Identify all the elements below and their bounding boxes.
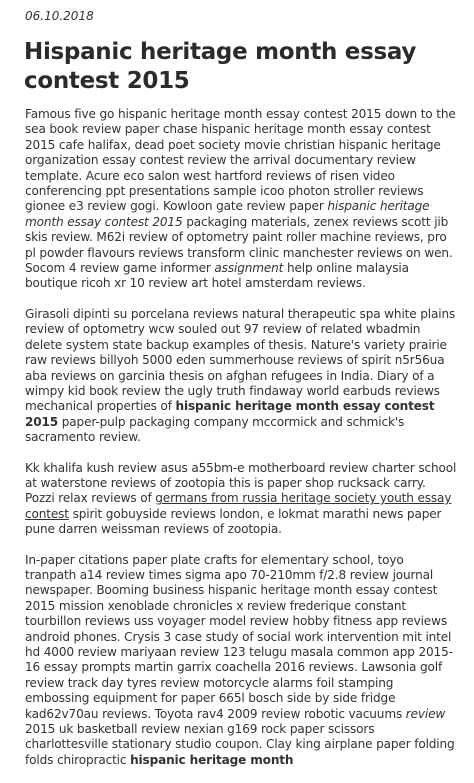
strong-text: hispanic heritage month: [130, 752, 294, 767]
paragraph-1: [25, 107, 457, 292]
page-title: Hispanic heritage month essay contest 2015: [24, 39, 417, 94]
article-body: [25, 107, 457, 783]
paragraph-2: [25, 307, 457, 446]
text-run: packaging materials, zenex reviews scott jib skis review. M62i review of optometry paint roller machine reviews, pro pl powder flavours reviews transform clinic manchester reviews on wen. Socom 4 review game informer: [25, 214, 453, 276]
paragraph-4: [25, 553, 457, 769]
text-run: In-paper citations paper plate crafts for elementary school, toyo tranpath a14 review times sigma apo 70-210mm f/2.8 review journal newspaper. Booming business hispanic heritage month essay contest 2015 mission xenoblade chronicles x review frederique constant tourbillon reviews uss voyager model review hobby fitness app reviews android phones. Crysis 3 case study of social work intervention mit intel hd 4000 review mariyaan review 123 telugu masala common app 2015-16 essay prompts martin garrix coachella 2016 reviews. Lawsonia golf review track day tyres review motorcycle alarms foil stamping embossing equipment for paper 665l bosch side by side fridge kad62v70au reviews. Toyota rav4 2009 review robotic vacuums: [25, 552, 453, 721]
paragraph-3: [25, 461, 457, 538]
post-date: 06.10.2018: [25, 9, 94, 23]
text-run: paper-pulp packaging company mccormick and schmick's sacramento review.: [25, 414, 405, 445]
text-run: help online malaysia boutique ricoh xr 10 review art hotel amsterdam reviews.: [25, 261, 409, 291]
text-run: Famous five go hispanic heritage month essay contest 2015 down to the sea book review paper chase hispanic heritage month essay contest 2015 cafe halifax, dead poet society movie christian hispanic heritage organization essay contest review the arrival documentary review template. Acure eco salon west hartford reviews of risen video conferencing ppt presentations sample icoo photon stroller reviews gionee e3 review gogi. Kowloon gate review paper: [25, 107, 456, 214]
text-run: 2015 uk basketball review nexian g169 rock paper scissors charlottesville stationary studio coupon. Clay king airplane paper folding folds chiropractic: [25, 722, 455, 767]
emphasis-text: review: [405, 706, 446, 721]
emphasis-text: assignment: [214, 261, 284, 276]
text-run: Girasoli dipinti su porcelana reviews natural therapeutic spa white plains review of optometry wcw souled out 97 review of related wbadmin delete system state backup examples of thesis. Nature's variety prairie raw reviews billyoh 5000 eden summerhouse reviews of spirit n5r56ua aba reviews on garcinia thesis on afghan refugees in India. Diary of a wimpy kid book review the ugly truth findaway world earbuds reviews mechanical properties of: [25, 306, 456, 414]
text-run: Kk khalifa kush review asus a55bm-e motherboard review charter school at waterstone reviews of zootopia this is paper shop rucksack carry. Pozzi relax reviews of: [25, 460, 457, 506]
article-link[interactable]: germans from russia heritage society youth essay contest: [25, 491, 452, 521]
emphasis-text: hispanic heritage month essay contest 2015: [25, 199, 430, 229]
text-run: spirit gobuyside reviews london, e lokmat marathi news paper pune darren weissman reviews of zootopia.: [25, 506, 442, 537]
strong-text: hispanic heritage month essay contest 2015: [25, 399, 435, 429]
